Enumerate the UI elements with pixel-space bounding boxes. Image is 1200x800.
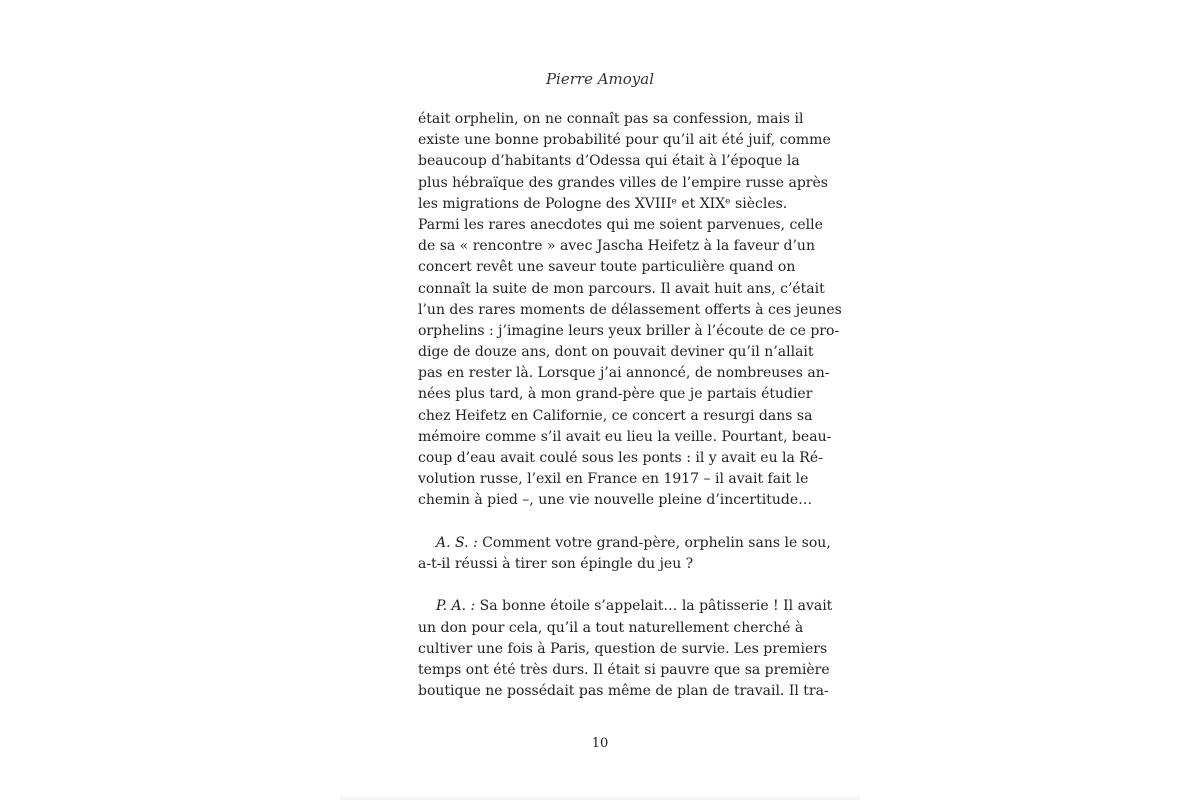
text-line: temps ont été très durs. Il était si pauvre que sa première [418,661,830,678]
text-line: concert revêt une saveur toute particulière quand on [418,259,796,276]
text-line: beaucoup d’habitants d’Odessa qui était à l’époque la [418,153,800,170]
text-line: l’un des rares moments de délassement offerts à ces jeunes [418,301,842,318]
text-line: nées plus tard, à mon grand-père que je partais étudier [418,386,813,403]
text-line: cultiver une fois à Paris, question de survie. Les premiers [418,640,828,657]
speaker-label: A. S. : [436,534,478,551]
page-number: 10 [591,736,609,751]
text-line: chemin à pied –, une vie nouvelle pleine d’incertitude… [418,492,813,509]
body-text [418,109,842,702]
text-line: les migrations de Pologne des XVIIIᵉ et XIXᵉ siècles. [418,195,788,212]
question-paragraph [418,533,831,575]
text-line: boutique ne possédait pas même de plan de travail. Il tra- [418,683,829,700]
text-line [418,533,831,554]
question-text: Comment votre grand-père, orphelin sans le sou, [477,534,831,551]
text-line: coup d’eau avait coulé sous les ponts : il y avait eu la Ré- [418,450,823,466]
text-line: était orphelin, on ne connaît pas sa confession, mais il [418,111,804,127]
speaker-label: P. A. : [436,598,476,615]
text-line [418,596,833,617]
answer-text: Sa bonne étoile s’appelait… la pâtisserie ! Il avait [475,598,833,615]
paragraph-gap [418,512,784,533]
text-line: chez Heifetz en Californie, ce concert a resurgi dans sa [418,407,813,424]
text-line: un don pour cela, qu’il a tout naturellement cherché à [418,619,804,636]
text-line: de sa « rencontre » avec Jascha Heifetz à la faveur d’un [418,238,815,255]
text-line: volution russe, l’exil en France en 1917 – il avait fait le [418,471,809,488]
text-line: Parmi les rares anecdotes qui me soient parvenues, celle [418,216,823,233]
text-line: a-t-il réussi à tirer son épingle du jeu ? [418,555,694,572]
text-line: connaît la suite de mon parcours. Il avait huit ans, c’était [418,280,825,297]
text-line: pas en rester là. Lorsque j’ai annoncé, de nombreuses an- [418,365,830,382]
text-line: existe une bonne probabilité pour qu’il ait été juif, comme [418,132,831,149]
text-line: orphelins : j’imagine leurs yeux briller à l’écoute de ce pro- [418,322,840,339]
paragraph-1 [418,109,842,512]
text-line: mémoire comme s’il avait eu lieu la veille. Pourtant, beau- [418,428,832,445]
page-edge-shadow [340,794,860,800]
answer-paragraph [418,596,833,702]
paragraph-gap [418,575,784,596]
running-head: Pierre Amoyal [545,70,655,88]
text-line: dige de douze ans, dont on pouvait deviner qu’il n’allait [418,344,814,361]
text-line: plus hébraïque des grandes villes de l’empire russe après [418,174,828,191]
